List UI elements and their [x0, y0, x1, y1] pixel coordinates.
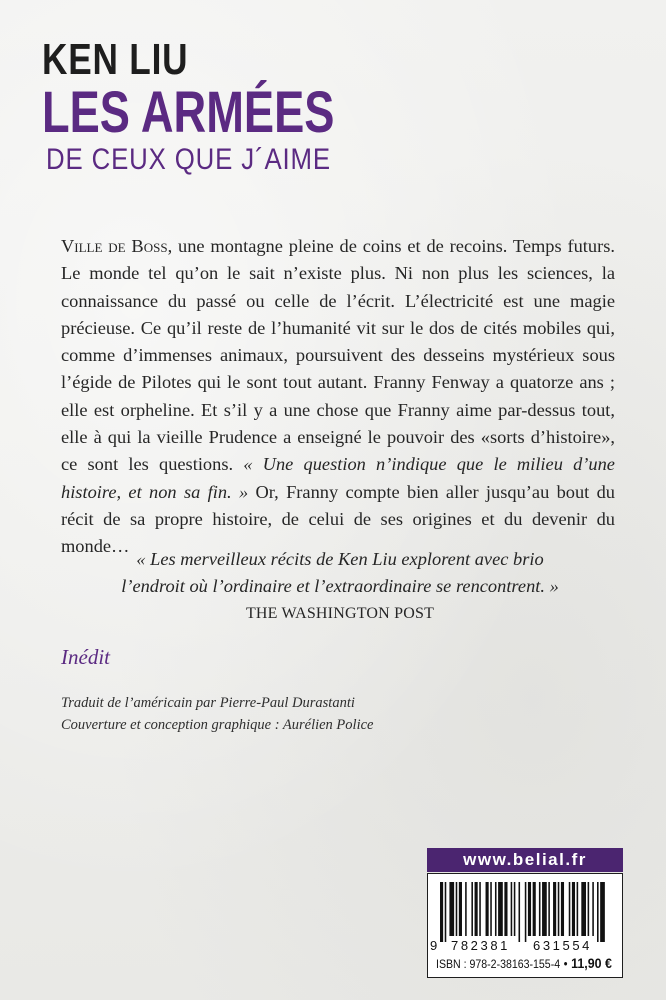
barcode-digits-left: 782381 [451, 938, 510, 953]
barcode-bar [456, 882, 458, 936]
isbn-number: ISBN : 978-2-38163-155-4 [436, 959, 561, 971]
barcode-bar [440, 882, 443, 942]
barcode-bar [569, 882, 571, 936]
barcode-bar [597, 882, 599, 942]
book-subtitle: DE CEUX QUE J´AIME [46, 143, 331, 176]
barcode-digit-first: 9 [430, 938, 438, 953]
synopsis-lead: Ville de Boss [61, 236, 168, 256]
barcode-bar [445, 882, 447, 942]
barcode-bar [449, 882, 454, 936]
barcode-bar [479, 882, 481, 936]
inedit-label: Inédit [61, 645, 110, 669]
barcode-bar [561, 882, 564, 936]
synopsis-part-1: , une montagne pleine de coins et de recoins. Temps futurs. Le monde tel qu’on le sait n’existe plus. Ni non plus les sciences, la connaissance du passé ou celle de l’écrit. L’électricité est une magie précieuse. Ce qu’il reste de l’humanité vit sur le dos de cités mobiles qui, comme d’immenses animaux, poursuivent des desseins mystérieux sous l’égide de Pilotes qui le sont tout autant. Franny Fenway a quatorze ans ; elle est orpheline. Et s’il y a une chose que Franny aime par-dessus tout, elle à qui la vieille Prudence a enseigné le pouvoir des «sorts d’histoire», ce sont les questions. [61, 236, 615, 475]
barcode-digits-right: 631554 [533, 938, 592, 953]
barcode-bar [504, 882, 507, 936]
barcode-bar [471, 882, 473, 936]
barcode-bar [588, 882, 590, 936]
author-name: KEN LIU [42, 35, 189, 84]
barcode-bar [553, 882, 556, 936]
barcode-bar [475, 882, 478, 936]
barcode-bar [490, 882, 492, 936]
barcode-bar [486, 882, 489, 936]
barcode-bar [581, 882, 586, 936]
translator-credit: Traduit de l’américain par Pierre-Paul Durastanti [61, 695, 355, 711]
press-quote-line-1: « Les merveilleux récits de Ken Liu explorent avec brio [136, 549, 544, 569]
barcode-icon [440, 882, 608, 942]
barcode-bar [528, 882, 531, 936]
barcode-bar [572, 882, 575, 936]
barcode-bar [533, 882, 536, 936]
press-quote [90, 546, 590, 627]
barcode-bar [525, 882, 527, 942]
isbn-line [436, 956, 612, 971]
synopsis-part-2: Or, Franny compte bien aller jusqu’au bout du récit de sa propre histoire, de celui de ses origines et du devenir du monde… [61, 481, 615, 557]
cover-credit: Couverture et conception graphique : Aurélien Police [61, 717, 374, 733]
barcode-bar [498, 882, 503, 936]
credits [61, 692, 373, 736]
barcode-bar [600, 882, 605, 942]
barcode-bar [514, 882, 516, 936]
barcode-bar [592, 882, 594, 936]
price-separator: • [563, 959, 568, 971]
price: 11,90 € [571, 956, 612, 971]
synopsis-italic-quote: « Une question n’indique que le milieu d’une histoire, et non sa fin. » [61, 454, 615, 502]
barcode-bar [548, 882, 550, 936]
press-quote-line-2: l’endroit où l’ordinaire et l’extraordinaire se rencontrent. » [121, 576, 559, 596]
barcode-bar [542, 882, 547, 936]
barcode-bar [539, 882, 541, 936]
title-block [42, 35, 417, 176]
barcode-bar [511, 882, 513, 936]
barcode-bar [577, 882, 579, 936]
barcode-bar [465, 882, 467, 936]
press-quote-source: THE WASHINGTON POST [245, 605, 435, 622]
barcode-bar [459, 882, 462, 936]
barcode-bar [558, 882, 560, 936]
barcode-box [427, 873, 623, 978]
publisher-url: www.belial.fr [427, 848, 623, 872]
barcode-bar [519, 882, 521, 942]
book-title: LES ARMÉES [42, 80, 335, 145]
synopsis [61, 233, 615, 561]
barcode-bar [495, 882, 497, 936]
